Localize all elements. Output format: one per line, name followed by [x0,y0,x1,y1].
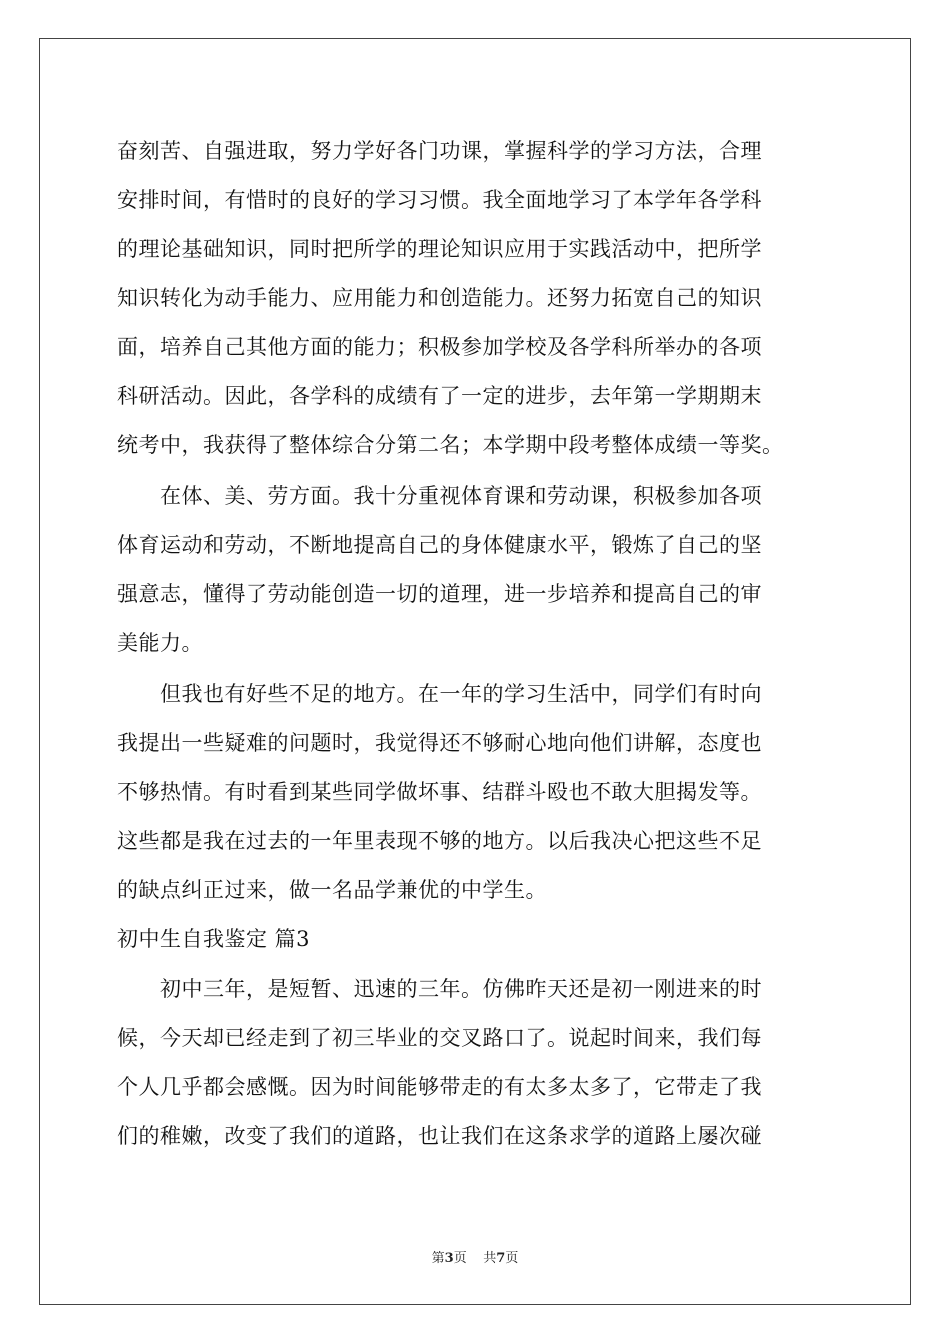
text-line: 不够热情。有时看到某些同学做坏事、结群斗殴也不敢大胆揭发等。 [117,780,762,804]
text-line: 统考中，我获得了整体综合分第二名；本学期中段考整体成绩一等奖。 [117,433,784,457]
footer-page-current: 3 [444,1251,454,1266]
footer-total-prefix: 共 [483,1251,497,1266]
text-line: 的缺点纠正过来，做一名品学兼优的中学生。 [117,878,547,902]
page-border [39,38,911,1305]
text-line: 体育运动和劳动，不断地提高自己的身体健康水平，锻炼了自己的坚 [117,533,762,557]
text-line: 美能力。 [117,631,203,655]
footer-page-total: 7 [496,1251,506,1266]
text-line: 知识转化为动手能力、应用能力和创造能力。还努力拓宽自己的知识 [117,286,762,310]
text-line: 们的稚嫩，改变了我们的道路，也让我们在这条求学的道路上屡次碰 [117,1124,762,1148]
text-line: 但我也有好些不足的地方。在一年的学习生活中，同学们有时向 [160,682,762,706]
footer-page-suffix: 页 [453,1251,467,1266]
text-line: 安排时间，有惜时的良好的学习习惯。我全面地学习了本学年各学科 [117,188,762,212]
section-heading: 初中生自我鉴定 篇3 [117,927,311,951]
text-line: 初中三年，是短暂、迅速的三年。仿佛昨天还是初一刚进来的时 [160,977,762,1001]
text-line: 候，今天却已经走到了初三毕业的交叉路口了。说起时间来，我们每 [117,1026,762,1050]
text-line: 我提出一些疑难的问题时，我觉得还不够耐心地向他们讲解，态度也 [117,731,762,755]
text-line: 的理论基础知识，同时把所学的理论知识应用于实践活动中，把所学 [117,237,762,261]
text-line: 在体、美、劳方面。我十分重视体育课和劳动课，积极参加各项 [160,484,762,508]
text-line: 个人几乎都会感慨。因为时间能够带走的有太多太多了，它带走了我 [117,1075,762,1099]
footer-page-prefix: 第 [431,1251,445,1266]
text-line: 科研活动。因此，各学科的成绩有了一定的进步，去年第一学期期末 [117,384,762,408]
page-footer [0,1247,950,1266]
text-line: 奋刻苦、自强进取，努力学好各门功课，掌握科学的学习方法，合理 [117,139,762,163]
text-line: 强意志，懂得了劳动能创造一切的道理，进一步培养和提高自己的审 [117,582,762,606]
text-line: 面，培养自己其他方面的能力；积极参加学校及各学科所举办的各项 [117,335,762,359]
footer-total-suffix: 页 [505,1251,519,1266]
text-line: 这些都是我在过去的一年里表现不够的地方。以后我决心把这些不足 [117,829,762,853]
